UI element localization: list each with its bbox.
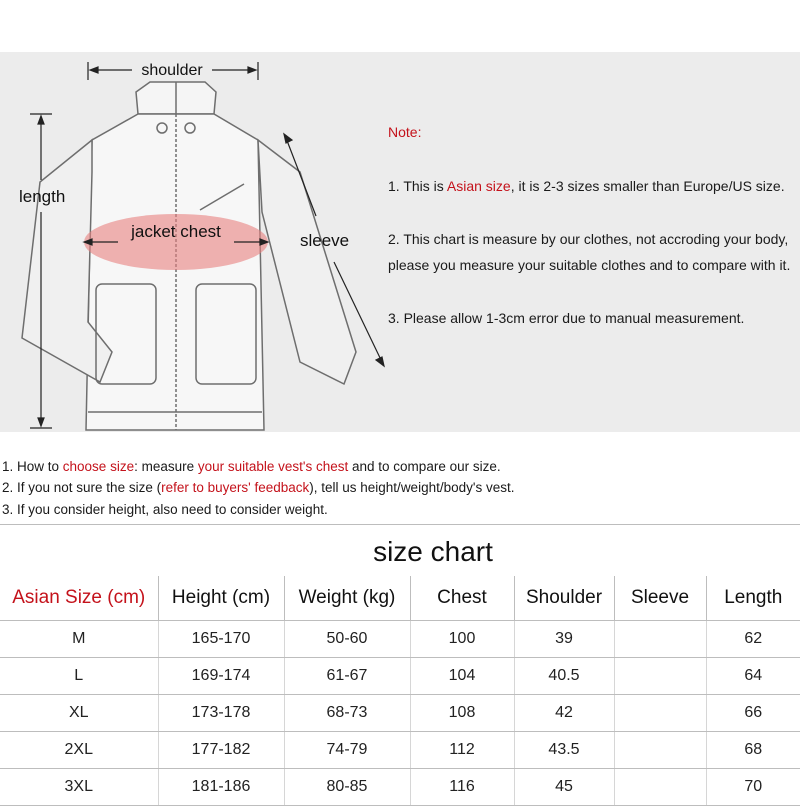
table-row: [0, 658, 800, 695]
cell-height: 165-170: [158, 621, 284, 658]
cell-shoulder: 42: [514, 695, 614, 732]
note-line-2b: please you measure your suitable clothes and to compare with it.: [388, 257, 791, 273]
table-row: [0, 695, 800, 732]
cell-weight: 68-73: [284, 695, 410, 732]
cell-weight: 80-85: [284, 769, 410, 806]
cell-length: 64: [706, 658, 800, 695]
cell-chest: 100: [410, 621, 514, 658]
cell-length: 62: [706, 621, 800, 658]
cell-sleeve: [614, 695, 706, 732]
cell-height: 177-182: [158, 732, 284, 769]
how-to-line-1: 1. How to choose size: measure your suitable vest's chest and to compare our size.: [2, 459, 501, 474]
label-sleeve: sleeve: [300, 231, 350, 250]
cell-weight: 74-79: [284, 732, 410, 769]
divider: [0, 524, 800, 525]
cell-weight: 61-67: [284, 658, 410, 695]
table-row: [0, 732, 800, 769]
cell-size: 2XL: [0, 732, 158, 769]
note-title: Note:: [388, 124, 422, 140]
cell-shoulder: 39: [514, 621, 614, 658]
header-sleeve: Sleeve: [614, 576, 706, 621]
cell-sleeve: [614, 621, 706, 658]
how-to-line-2: 2. If you not sure the size (refer to buyers' feedback), tell us height/weight/body's vest.: [2, 480, 515, 495]
header-weight: Weight (kg): [284, 576, 410, 621]
cell-length: 68: [706, 732, 800, 769]
cell-height: 173-178: [158, 695, 284, 732]
cell-size: L: [0, 658, 158, 695]
cell-sleeve: [614, 732, 706, 769]
label-length: length: [19, 187, 66, 206]
table-row: [0, 621, 800, 658]
cell-shoulder: 45: [514, 769, 614, 806]
header-height: Height (cm): [158, 576, 284, 621]
label-jacket-chest: jacket chest: [131, 222, 221, 241]
note-line-3: 3. Please allow 1-3cm error due to manual measurement.: [388, 310, 745, 326]
note-line-1: 1. This is Asian size, it is 2-3 sizes smaller than Europe/US size.: [388, 178, 785, 194]
header-chest: Chest: [410, 576, 514, 621]
cell-chest: 104: [410, 658, 514, 695]
cell-sleeve: [614, 658, 706, 695]
cell-shoulder: 43.5: [514, 732, 614, 769]
size-chart-title: size chart: [373, 536, 493, 567]
how-to-line-3: 3. If you consider height, also need to consider weight.: [2, 502, 328, 517]
cell-size: XL: [0, 695, 158, 732]
table-header-row: [0, 576, 800, 621]
header-length: Length: [706, 576, 800, 621]
label-shoulder: shoulder: [141, 62, 203, 79]
cell-chest: 108: [410, 695, 514, 732]
cell-chest: 112: [410, 732, 514, 769]
cell-height: 181-186: [158, 769, 284, 806]
cell-height: 169-174: [158, 658, 284, 695]
header-asian-size: Asian Size (cm): [0, 576, 158, 621]
cell-length: 66: [706, 695, 800, 732]
cell-length: 70: [706, 769, 800, 806]
cell-chest: 116: [410, 769, 514, 806]
cell-weight: 50-60: [284, 621, 410, 658]
size-chart-table: [0, 576, 800, 806]
cell-size: 3XL: [0, 769, 158, 806]
note-line-2a: 2. This chart is measure by our clothes, not accroding your body,: [388, 231, 789, 247]
jacket-diagram: [0, 52, 420, 432]
cell-size: M: [0, 621, 158, 658]
cell-shoulder: 40.5: [514, 658, 614, 695]
header-shoulder: Shoulder: [514, 576, 614, 621]
